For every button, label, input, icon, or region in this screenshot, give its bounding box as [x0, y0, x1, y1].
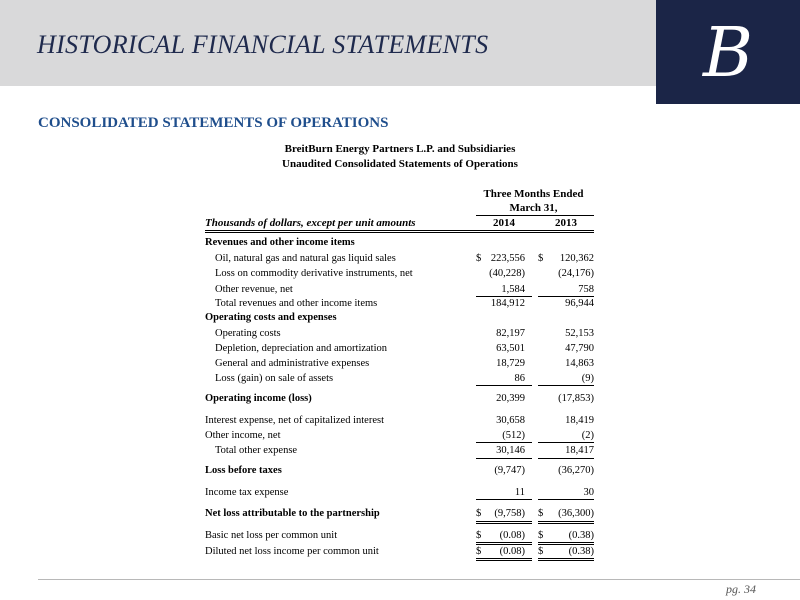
row-label: Total revenues and other income items: [215, 298, 378, 309]
subtotal-rule: [538, 296, 594, 297]
value-2014: (0.08): [499, 546, 525, 557]
header-rule-secondary: [205, 232, 594, 233]
value-2013: (9): [581, 373, 594, 384]
total-rule: [476, 542, 532, 543]
row-label: Operating income (loss): [205, 393, 312, 404]
header-rule: [205, 230, 594, 231]
value-2014: 223,556: [490, 253, 525, 264]
table-row: [205, 546, 594, 560]
subtotal-rule: [538, 385, 594, 386]
row-label: Other revenue, net: [215, 284, 293, 295]
value-2013: 96,944: [565, 298, 594, 309]
statement-name: Unaudited Consolidated Statements of Operations: [282, 158, 518, 170]
table-row: [205, 253, 594, 267]
value-2014: 30,146: [496, 445, 525, 456]
row-label: Loss (gain) on sale of assets: [215, 373, 334, 384]
total-rule: [538, 560, 594, 561]
row-label: Diluted net loss income per common unit: [205, 546, 379, 557]
value-2014: (40,228): [489, 268, 525, 279]
table-row: [205, 445, 594, 459]
value-2014: 82,197: [496, 328, 525, 339]
row-label: Depletion, depreciation and amortization: [215, 343, 388, 354]
table-row: [205, 237, 594, 251]
period-header-line1: Three Months Ended: [483, 188, 584, 200]
total-rule: [538, 523, 594, 524]
value-2013: (0.38): [568, 546, 594, 557]
footer-rule: [38, 579, 800, 580]
row-label: Operating costs: [215, 328, 281, 339]
value-2013: 47,790: [565, 343, 594, 354]
value-2013: 18,419: [565, 415, 594, 426]
row-label: Basic net loss per common unit: [205, 530, 338, 541]
table-row: [205, 373, 594, 387]
value-2014: 20,399: [496, 393, 525, 404]
table-row: [205, 284, 594, 298]
value-2013: 18,417: [565, 445, 594, 456]
row-label: Revenues and other income items: [205, 237, 355, 248]
currency-symbol: $: [538, 253, 544, 264]
row-label: Loss before taxes: [205, 465, 282, 476]
table-row: [205, 508, 594, 522]
row-label: Total other expense: [215, 445, 298, 456]
total-rule: [538, 521, 594, 522]
value-2014: 11: [514, 487, 525, 498]
row-label: Other income, net: [205, 430, 281, 441]
section-title: CONSOLIDATED STATEMENTS OF OPERATIONS: [38, 115, 389, 131]
value-2014: (0.08): [499, 530, 525, 541]
value-2014: 30,658: [496, 415, 525, 426]
value-2014: 63,501: [496, 343, 525, 354]
table-row: [205, 430, 594, 444]
table-row: [205, 415, 594, 429]
value-2014: (512): [502, 430, 525, 441]
total-rule: [538, 544, 594, 545]
value-2013: 14,863: [565, 358, 594, 369]
period-header-rule: [476, 215, 594, 216]
row-label: Oil, natural gas and natural gas liquid sales: [215, 253, 396, 264]
currency-symbol: $: [476, 253, 482, 264]
currency-symbol: $: [476, 530, 482, 541]
total-rule: [538, 558, 594, 559]
value-2014: 1,584: [501, 284, 525, 295]
subtotal-rule: [476, 458, 532, 459]
table-row: [205, 393, 594, 407]
subtotal-rule: [538, 499, 594, 500]
units-label: Thousands of dollars, except per unit amounts: [205, 217, 416, 229]
row-label: Loss on commodity derivative instruments, net: [215, 268, 413, 279]
currency-symbol: $: [476, 546, 482, 557]
subtotal-rule: [476, 442, 532, 443]
year-2013-header: 2013: [555, 217, 577, 229]
total-rule: [476, 521, 532, 522]
table-row: [205, 343, 594, 357]
subtotal-rule: [476, 385, 532, 386]
table-row: [205, 465, 594, 479]
value-2013: (17,853): [558, 393, 594, 404]
subtotal-rule: [538, 442, 594, 443]
currency-symbol: $: [538, 546, 544, 557]
subtotal-rule: [476, 296, 532, 297]
table-row: [205, 328, 594, 342]
page-number: pg. 34: [726, 582, 756, 596]
table-row: [205, 530, 594, 544]
value-2013: (36,270): [558, 465, 594, 476]
table-row: [205, 358, 594, 372]
value-2013: (2): [581, 430, 594, 441]
brand-logo: [656, 0, 800, 104]
value-2014: 18,729: [496, 358, 525, 369]
page-title: HISTORICAL FINANCIAL STATEMENTS: [37, 30, 489, 59]
period-header-line2: March 31,: [509, 202, 558, 214]
row-label: General and administrative expenses: [215, 358, 370, 369]
currency-symbol: $: [538, 530, 544, 541]
value-2013: 120,362: [559, 253, 594, 264]
value-2014: 184,912: [490, 298, 525, 309]
value-2013: (36,300): [558, 508, 594, 519]
value-2013: 30: [583, 487, 594, 498]
value-2014: (9,758): [494, 508, 525, 519]
total-rule: [476, 560, 532, 561]
company-name: BreitBurn Energy Partners L.P. and Subsidiaries: [284, 143, 516, 155]
table-row: [205, 268, 594, 282]
row-label: Income tax expense: [205, 487, 289, 498]
value-2013: (0.38): [568, 530, 594, 541]
total-rule: [538, 542, 594, 543]
row-label: Interest expense, net of capitalized interest: [205, 415, 385, 426]
value-2013: 758: [578, 284, 594, 295]
value-2014: (9,747): [494, 465, 525, 476]
table-row: [205, 312, 594, 326]
subtotal-rule: [538, 458, 594, 459]
table-row: [205, 487, 594, 501]
table-row: [205, 298, 594, 312]
total-rule: [476, 558, 532, 559]
logo-letter: B: [703, 14, 753, 93]
total-rule: [476, 523, 532, 524]
row-label: Net loss attributable to the partnership: [205, 508, 380, 519]
subtotal-rule: [476, 499, 532, 500]
total-rule: [476, 544, 532, 545]
currency-symbol: $: [476, 508, 482, 519]
currency-symbol: $: [538, 508, 544, 519]
value-2013: (24,176): [558, 268, 594, 279]
row-label: Operating costs and expenses: [205, 312, 337, 323]
value-2013: 52,153: [565, 328, 594, 339]
year-2014-header: 2014: [493, 217, 515, 229]
value-2014: 86: [514, 373, 525, 384]
